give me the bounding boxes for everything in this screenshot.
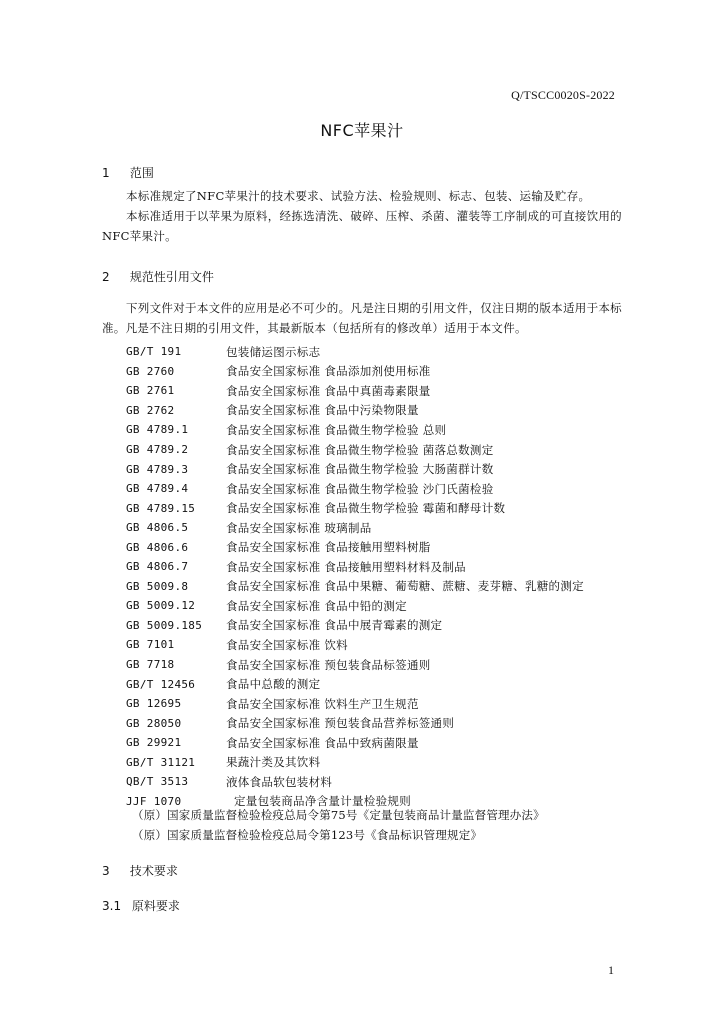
reference-code: GB 4789.4 xyxy=(126,482,189,496)
reference-title: 食品安全国家标准 食品微生物学检验 霉菌和酵母计数 xyxy=(226,501,506,516)
reference-item xyxy=(126,381,584,401)
section-number: 1 xyxy=(102,166,110,180)
section-2-heading xyxy=(102,268,214,285)
page-number: 1 xyxy=(608,963,614,977)
reference-code: GB 7718 xyxy=(126,658,175,672)
reference-code: GB 4789.15 xyxy=(126,501,196,515)
reference-title: 食品安全国家标准 食品微生物学检验 沙门氏菌检验 xyxy=(226,481,494,496)
reference-item xyxy=(126,401,584,421)
reference-list xyxy=(126,342,584,811)
reference-item xyxy=(126,342,584,362)
section-number: 3 xyxy=(102,864,110,878)
reference-item xyxy=(126,694,584,714)
reference-title: 果蔬汁类及其饮料 xyxy=(226,755,321,770)
reference-title: 食品安全国家标准 食品微生物学检验 菌落总数测定 xyxy=(226,442,494,457)
regulation-note: （原）国家质量监督检验检疫总局令第123号《食品标识管理规定》 xyxy=(132,828,483,842)
reference-title: 食品安全国家标准 食品微生物学检验 总则 xyxy=(226,422,447,437)
reference-item xyxy=(126,713,584,733)
reference-code: GB/T 191 xyxy=(126,345,182,359)
reference-code: QB/T 3513 xyxy=(126,775,189,789)
reference-item xyxy=(126,655,584,675)
reference-code: GB/T 12456 xyxy=(126,677,196,691)
standard-code: Q/TSCC0020S-2022 xyxy=(511,88,615,102)
reference-item xyxy=(126,362,584,382)
regulation-note: （原）国家质量监督检验检疫总局令第75号《定量包装商品计量监督管理办法》 xyxy=(132,808,545,822)
section-number: 2 xyxy=(102,270,110,284)
reference-title: 食品安全国家标准 食品微生物学检验 大肠菌群计数 xyxy=(226,462,494,477)
section-title: 规范性引用文件 xyxy=(129,270,214,284)
reference-title: 液体食品软包装材料 xyxy=(226,774,333,789)
section-title: 原料要求 xyxy=(131,899,180,913)
reference-code: GB 29921 xyxy=(126,736,182,750)
reference-title: 食品安全国家标准 食品添加剂使用标准 xyxy=(226,364,431,379)
reference-item xyxy=(126,557,584,577)
reference-item xyxy=(126,733,584,753)
reference-item xyxy=(126,635,584,655)
reference-code: GB 7101 xyxy=(126,638,175,652)
reference-code: GB 4789.2 xyxy=(126,443,189,456)
reference-code: GB 12695 xyxy=(126,697,182,711)
reference-code: GB 5009.8 xyxy=(126,579,189,593)
section-number: 3.1 xyxy=(102,899,122,913)
reference-code: GB 5009.185 xyxy=(126,618,203,632)
reference-item xyxy=(126,537,584,557)
section-title: 范围 xyxy=(129,166,154,180)
reference-item xyxy=(126,518,584,538)
references-intro: 下列文件对于本文件的应用是必不可少的。凡是注日期的引用文件，仅注日期的版本适用于本标准。凡是不注日期的引用文件，其最新版本（包括所有的修改单）适用于本文件。 xyxy=(102,301,622,335)
reference-title: 食品安全国家标准 食品中污染物限量 xyxy=(226,403,419,418)
reference-title: 食品安全国家标准 食品中展青霉素的测定 xyxy=(226,618,443,633)
reference-code: GB 4806.6 xyxy=(126,540,189,554)
reference-code: GB 28050 xyxy=(126,716,182,730)
reference-title: 定量包装商品净含量计量检验规则 xyxy=(234,794,411,809)
reference-item xyxy=(126,498,584,518)
reference-title: 食品安全国家标准 饮料生产卫生规范 xyxy=(226,696,419,711)
reference-item xyxy=(126,420,584,440)
reference-code: GB 4806.7 xyxy=(126,560,189,574)
reference-title: 食品安全国家标准 食品中铅的测定 xyxy=(226,598,407,613)
section-1-heading xyxy=(102,164,154,181)
reference-title: 食品安全国家标准 饮料 xyxy=(226,637,348,652)
reference-item xyxy=(126,752,584,772)
reference-title: 食品安全国家标准 食品接触用塑料树脂 xyxy=(226,540,431,555)
reference-title: 食品安全国家标准 预包装食品营养标签通则 xyxy=(226,716,455,731)
reference-code: GB 4789.3 xyxy=(126,462,189,476)
document-title: NFC苹果汁 xyxy=(320,121,404,140)
reference-title: 食品安全国家标准 食品中真菌毒素限量 xyxy=(226,383,431,398)
reference-code: GB 2762 xyxy=(126,403,175,417)
reference-item xyxy=(126,577,584,597)
section-3-heading xyxy=(102,862,178,879)
reference-title: 包装储运图示标志 xyxy=(226,344,321,359)
scope-paragraph-2: 本标准适用于以苹果为原料，经拣选清洗、破碎、压榨、杀菌、灌装等工序制成的可直接饮用的NFC苹果汁。 xyxy=(102,209,622,243)
reference-code: GB 5009.12 xyxy=(126,599,196,613)
reference-title: 食品安全国家标准 食品接触用塑料材料及制品 xyxy=(226,559,466,574)
reference-title: 食品安全国家标准 玻璃制品 xyxy=(226,520,372,535)
reference-title: 食品安全国家标准 食品中果糖、葡萄糖、蔗糖、麦芽糖、乳糖的测定 xyxy=(226,579,584,594)
reference-code: GB 2761 xyxy=(126,384,175,398)
section-3-1-heading xyxy=(102,897,180,914)
reference-item xyxy=(126,479,584,499)
scope-paragraph-1: 本标准规定了NFC苹果汁的技术要求、试验方法、检验规则、标志、包装、运输及贮存。 xyxy=(126,189,591,203)
reference-code: GB 4806.5 xyxy=(126,521,189,535)
reference-item xyxy=(126,596,584,616)
reference-title: 食品安全国家标准 食品中致病菌限量 xyxy=(226,735,419,750)
reference-item xyxy=(126,459,584,479)
reference-code: JJF 1070 xyxy=(126,794,182,808)
reference-item xyxy=(126,674,584,694)
reference-code: GB/T 31121 xyxy=(126,755,196,769)
reference-title: 食品中总酸的测定 xyxy=(226,677,321,692)
reference-item xyxy=(126,772,584,792)
reference-code: GB 4789.1 xyxy=(126,423,189,437)
reference-title: 食品安全国家标准 预包装食品标签通则 xyxy=(226,657,431,672)
reference-item xyxy=(126,440,584,460)
reference-code: GB 2760 xyxy=(126,364,175,378)
reference-item xyxy=(126,616,584,636)
section-title: 技术要求 xyxy=(129,864,178,878)
